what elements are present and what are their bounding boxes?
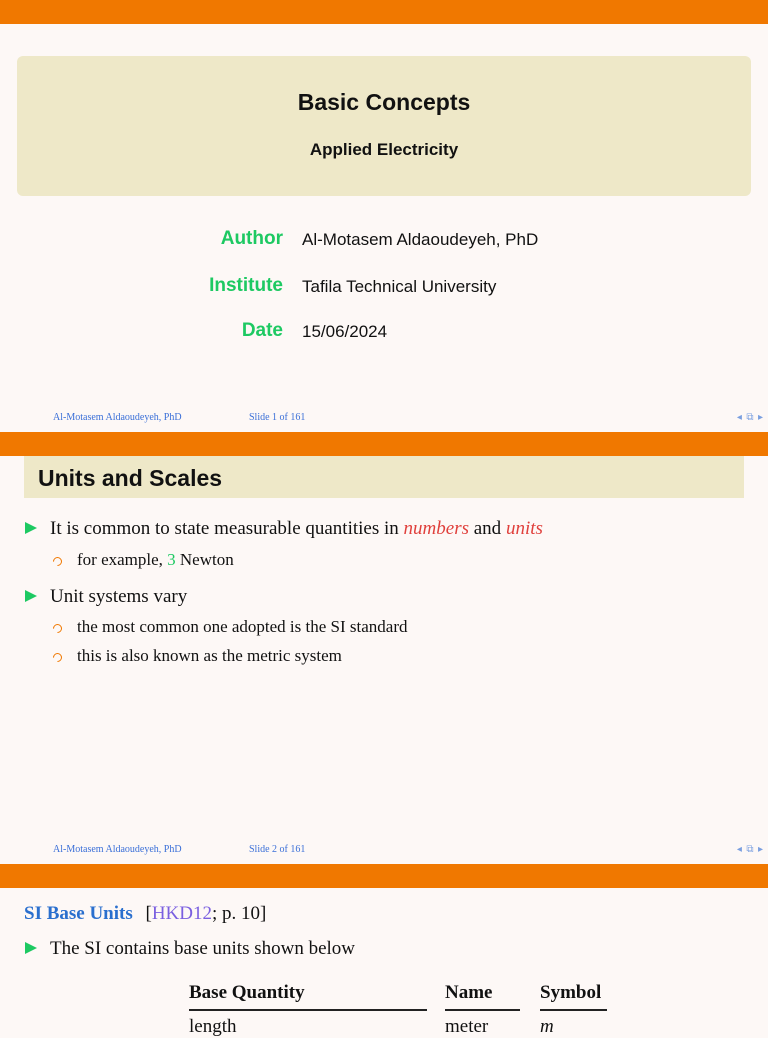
meta-label: Date (241, 320, 283, 341)
block-title (24, 903, 266, 925)
slide-footer (0, 412, 768, 426)
table-header-symbol: Symbol (540, 982, 602, 1003)
meta-author (0, 228, 768, 254)
text-run: and (469, 518, 506, 539)
footer-author: Al-Motasem Aldaoudeyeh, PhD (53, 412, 182, 423)
table-header-rule (189, 1009, 427, 1011)
table-header-name: Name (445, 982, 493, 1003)
footer-author: Al-Motasem Aldaoudeyeh, PhD (53, 844, 182, 855)
frame-title-bar (24, 456, 744, 498)
table-cell: m (540, 1016, 554, 1037)
table-header-base-quantity: Base Quantity (189, 982, 305, 1003)
meta-label: Author (220, 228, 283, 249)
bullet-text: The SI contains base units shown below (50, 938, 356, 959)
emphasis-units: units (505, 518, 543, 539)
meta-institute (0, 275, 768, 301)
footer-slide-number: Slide 1 of 161 (249, 412, 306, 423)
beamer-nav-icon[interactable]: ◂ ⧉ ▸ (736, 844, 764, 855)
triangle-bullet-icon (25, 590, 37, 602)
block-heading: SI Base Units (24, 903, 133, 924)
circle-bullet-icon (51, 555, 64, 568)
triangle-bullet-icon (25, 942, 37, 954)
table-cell: length (189, 1016, 237, 1037)
meta-value: Al-Motasem Aldaoudeyeh, PhD (302, 230, 539, 249)
citation-bracket: [ (145, 903, 152, 924)
footer-slide-number: Slide 2 of 161 (249, 844, 306, 855)
sub-bullet-text: the most common one adopted is the SI standard (77, 617, 408, 636)
presentation-subtitle: Applied Electricity (309, 140, 459, 159)
sub-bullet-text (77, 550, 234, 570)
bullet-text (50, 518, 543, 540)
bullet-text: Unit systems vary (50, 586, 188, 607)
slide-2 (0, 432, 768, 864)
slide-footer (0, 844, 768, 858)
circle-bullet-icon (51, 651, 64, 664)
slide-top-bar (0, 432, 768, 456)
text-run: It is common to state measurable quantities in (50, 518, 404, 539)
circle-bullet-icon (51, 622, 64, 635)
meta-label: Institute (209, 275, 283, 296)
table-header-rule (445, 1009, 520, 1011)
slide-1 (0, 0, 768, 432)
text-run: Newton (175, 550, 234, 569)
sub-bullet-text: this is also known as the metric system (77, 646, 342, 665)
beamer-nav-icon[interactable]: ◂ ⧉ ▸ (736, 412, 764, 423)
meta-date (0, 320, 768, 346)
emphasis-numbers: numbers (403, 518, 469, 539)
frame-title: Units and Scales (38, 465, 223, 491)
table-cell: meter (445, 1016, 489, 1037)
meta-value: 15/06/2024 (302, 322, 388, 341)
triangle-bullet-icon (25, 522, 37, 534)
example-number: 3 (167, 550, 176, 569)
meta-value: Tafila Technical University (302, 277, 497, 296)
presentation-title: Basic Concepts (297, 89, 471, 115)
title-box (17, 56, 751, 196)
citation-link[interactable]: HKD12 (151, 903, 212, 924)
citation-page: ; p. 10] (212, 903, 267, 924)
text-run: for example, (77, 550, 168, 569)
slide-top-bar (0, 864, 768, 888)
slide-3 (0, 864, 768, 1037)
table-header-rule (540, 1009, 607, 1011)
slide-top-bar (0, 0, 768, 24)
